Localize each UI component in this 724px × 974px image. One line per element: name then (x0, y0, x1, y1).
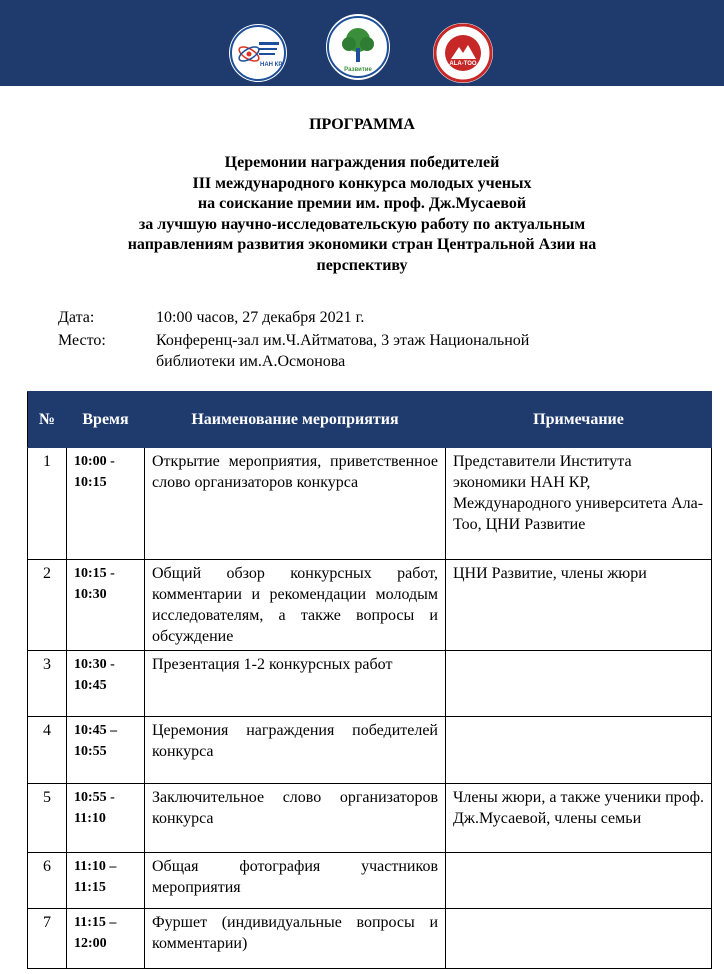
time-end: 10:55 (74, 744, 107, 759)
page-title: ПРОГРАММА (309, 116, 415, 133)
table-row (28, 651, 712, 717)
place-value-line2: библиотеки им.А.Осмонова (156, 353, 346, 370)
row-number: 6 (28, 853, 67, 909)
date-value: 10:00 часов, 27 декабря 2021 г. (156, 309, 365, 326)
col-header-event: Наименование мероприятия (145, 392, 446, 448)
table-row (28, 853, 712, 909)
row-note (446, 651, 712, 717)
row-note (446, 717, 712, 784)
row-note: ЦНИ Развитие, члены жюри (446, 560, 712, 651)
row-time (67, 448, 145, 560)
time-end: 10:15 (74, 475, 107, 490)
table-header-row (28, 392, 712, 448)
subtitle-line: Церемонии награждения победителей (224, 154, 500, 171)
page-subtitle (0, 153, 724, 276)
subtitle-line: III международного конкурса молодых ученых (192, 174, 532, 192)
row-number: 7 (28, 909, 67, 969)
row-event: Церемония награждения победителей конкурса (145, 717, 446, 784)
time-end: 12:00 (74, 936, 107, 951)
time-start: 11:10 – (74, 859, 117, 874)
time-end: 10:45 (74, 678, 107, 693)
subtitle-line: за лучшую научно-исследовательскую работу по актуальным (138, 215, 586, 233)
time-end: 10:30 (74, 587, 107, 602)
row-number: 1 (28, 448, 67, 560)
row-number: 2 (28, 560, 67, 651)
subtitle-line: на соискание премии им. проф. Дж.Мусаевой (197, 195, 527, 212)
col-header-number: № (28, 392, 67, 448)
table-row (28, 784, 712, 853)
time-start: 11:15 – (74, 915, 117, 930)
time-start: 10:45 – (74, 723, 118, 738)
development-tree-logo-icon (326, 14, 390, 80)
time-end: 11:10 (74, 811, 106, 826)
row-note: Представители Института экономики НАН КР, Международного университета Ала-Тоо, ЦНИ Развитие (446, 448, 712, 560)
nan-logo-text: НАН КР (260, 62, 283, 68)
date-label: Дата: (58, 309, 95, 326)
row-time (67, 909, 145, 969)
time-end: 11:15 (74, 880, 106, 895)
time-start: 10:00 - (74, 454, 115, 469)
row-event: Презентация 1-2 конкурсных работ (145, 651, 446, 717)
subtitle-line: направлениям развития экономики стран Центральной Азии на (127, 236, 597, 253)
row-time (67, 651, 145, 717)
table-row (28, 560, 712, 651)
time-start: 10:15 - (74, 566, 115, 581)
row-note (446, 909, 712, 969)
place-value-line1: Конференц-зал им.Ч.Айтматова, 3 этаж Национальной (156, 332, 530, 349)
ala-too-logo-icon (433, 23, 493, 83)
row-event: Открытие мероприятия, приветственное слово организаторов конкурса (145, 448, 446, 560)
table-row (28, 448, 712, 560)
subtitle-line: перспективу (316, 256, 408, 274)
program-table (27, 391, 712, 969)
row-event: Фуршет (индивидуальные вопросы и комментарии) (145, 909, 446, 969)
row-event: Общая фотография участников мероприятия (145, 853, 446, 909)
row-event: Общий обзор конкурсных работ, комментарии и рекомендации молодым исследователям, а также вопросы и обсуждение (145, 560, 446, 651)
row-number: 4 (28, 717, 67, 784)
table-row (28, 717, 712, 784)
col-header-note: Примечание (446, 392, 712, 448)
col-header-time: Время (67, 392, 145, 448)
time-start: 10:55 - (74, 790, 115, 805)
alatoo-logo-text: ALA-TOO (449, 61, 477, 67)
row-note (446, 853, 712, 909)
row-time (67, 560, 145, 651)
row-time (67, 853, 145, 909)
header-banner (0, 0, 724, 86)
place-label: Место: (58, 332, 106, 349)
tree-logo-text: Развитие (344, 67, 372, 73)
row-number: 3 (28, 651, 67, 717)
row-number: 5 (28, 784, 67, 853)
row-event: Заключительное слово организаторов конкурса (145, 784, 446, 853)
row-note: Члены жюри, а также ученики проф. Дж.Мусаевой, члены семьи (446, 784, 712, 853)
row-time (67, 784, 145, 853)
row-time (67, 717, 145, 784)
nan-kr-logo-icon (229, 24, 287, 82)
time-start: 10:30 - (74, 657, 115, 672)
table-row (28, 909, 712, 969)
